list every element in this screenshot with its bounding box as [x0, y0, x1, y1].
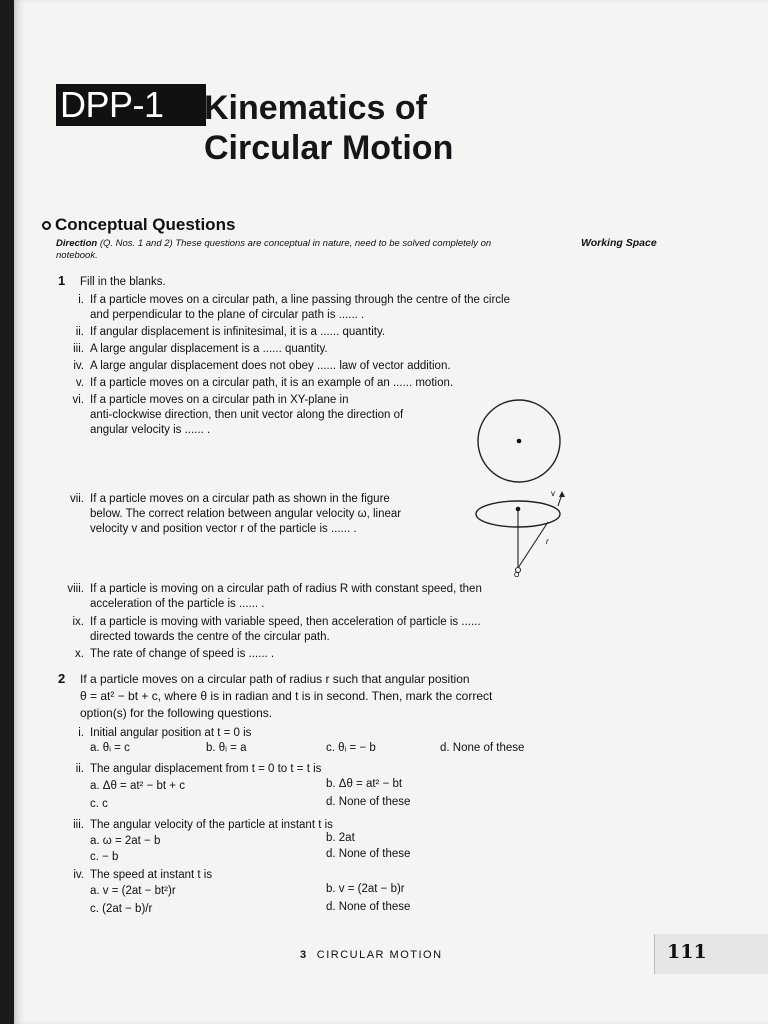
item-text: If angular displacement is infinitesimal, it is a ...... quantity.	[90, 326, 386, 338]
q2-part-ii	[54, 762, 321, 777]
item-number: vii.	[69, 493, 84, 505]
label-r: r	[546, 537, 549, 546]
section-heading-text: Conceptual Questions	[55, 215, 236, 234]
q2-part-iv	[54, 868, 212, 883]
page-number: 111	[667, 941, 707, 963]
direction-note	[56, 238, 576, 262]
q2-iv-option-c[interactable]: c. (2at − b)/r	[90, 903, 153, 915]
item-number: viii.	[67, 583, 84, 595]
q1-item-iii	[54, 342, 328, 357]
q1-item-vii	[54, 492, 401, 537]
q2-i-option-d[interactable]: d. None of these	[440, 742, 525, 754]
direction-text-2: notebook.	[56, 250, 98, 261]
item-text: A large angular displacement is a ...... quantity.	[90, 343, 328, 355]
circle-figure	[472, 398, 572, 486]
item-text: The rate of change of speed is ...... .	[90, 648, 275, 660]
item-text: velocity v and position vector r of the particle is ...... .	[90, 523, 357, 535]
direction-text: (Q. Nos. 1 and 2) These questions are conceptual in nature, need to be solved completely on	[99, 238, 492, 249]
item-text: acceleration of the particle is ...... .	[90, 598, 265, 610]
q2-iii-option-b[interactable]: b. 2at	[326, 832, 355, 844]
centre-point	[517, 439, 522, 444]
part-question: The angular velocity of the particle at instant t is	[90, 819, 333, 831]
q1-item-x	[54, 647, 274, 662]
item-text: and perpendicular to the plane of circular path is ...... .	[90, 309, 365, 321]
chapter-title: CIRCULAR MOTION	[316, 949, 443, 961]
q2-part-iii	[54, 818, 333, 833]
item-text: angular velocity is ...... .	[90, 424, 211, 436]
item-text: directed towards the centre of the circular path.	[90, 631, 330, 643]
chapter-number: 3	[300, 949, 308, 961]
part-question: The angular displacement from t = 0 to t = t is	[90, 763, 322, 775]
running-footer	[300, 949, 443, 961]
item-text: If a particle moves on a circular path, a line passing through the centre of the circle	[90, 294, 510, 306]
part-number: iv.	[73, 869, 84, 881]
item-number: x.	[75, 648, 84, 660]
part-number: i.	[78, 727, 84, 739]
working-space-label: Working Space	[581, 237, 657, 249]
q2-part-i	[54, 726, 251, 741]
cone-figure	[466, 486, 566, 578]
q1-item-iv	[54, 359, 451, 374]
q1-item-vi	[54, 393, 403, 438]
item-text: If a particle moves on a circular path, it is an example of an ...... motion.	[90, 377, 454, 389]
q2-text: If a particle moves on a circular path of radius r such that angular position	[80, 672, 470, 686]
q2-iv-option-d[interactable]: d. None of these	[326, 901, 411, 913]
page-title-line2: Circular Motion	[204, 129, 454, 167]
item-text: anti-clockwise direction, then unit vector along the direction of	[90, 409, 404, 421]
q1-item-v	[54, 376, 453, 391]
item-number: ix.	[72, 616, 84, 628]
q1-item-viii	[54, 582, 482, 612]
q2-text: option(s) for the following questions.	[80, 706, 273, 720]
item-number: iv.	[73, 360, 84, 372]
q2-i-option-c[interactable]: c. θᵢ = − b	[326, 742, 376, 754]
item-text: If a particle moves on a circular path as shown in the figure	[90, 493, 390, 505]
q1-item-ix	[54, 615, 481, 645]
book-spine	[0, 0, 14, 1024]
q2-i-option-b[interactable]: b. θᵢ = a	[206, 742, 247, 754]
item-number: iii.	[73, 343, 84, 355]
q2-iv-option-a[interactable]: a. v = (2at − bt²)r	[90, 885, 176, 897]
q2-ii-option-b[interactable]: b. Δθ = at² − bt	[326, 778, 403, 790]
part-question: The speed at instant t is	[90, 869, 213, 881]
q2-ii-option-c[interactable]: c. c	[90, 798, 108, 810]
section-heading	[42, 215, 235, 235]
q1-item-i	[54, 293, 574, 323]
label-v: v	[551, 489, 555, 498]
q2-iv-option-b[interactable]: b. v = (2at − b)r	[326, 883, 405, 895]
part-number: iii.	[73, 819, 84, 831]
item-text: If a particle is moving with variable speed, then acceleration of particle is ......	[90, 616, 481, 628]
question-1-number: 1	[58, 273, 66, 288]
position-vector	[518, 522, 548, 568]
q2-text: θ = at² − bt + c, where θ is in radian and t is in second. Then, mark the correct	[80, 689, 493, 703]
item-number: i.	[78, 294, 84, 306]
item-text: below. The correct relation between angular velocity ω, linear	[90, 508, 402, 520]
label-o: O	[514, 572, 520, 578]
question-2-prompt	[80, 671, 492, 722]
q2-iii-option-d[interactable]: d. None of these	[326, 848, 411, 860]
arrow-head-icon	[559, 491, 565, 497]
q2-iii-option-a[interactable]: a. ω = 2at − b	[90, 835, 161, 847]
bullet-icon	[42, 221, 51, 230]
item-text: A large angular displacement does not obey ...... law of vector addition.	[90, 360, 451, 372]
item-number: v.	[75, 377, 84, 389]
part-question: Initial angular position at t = 0 is	[90, 727, 252, 739]
question-1-prompt: Fill in the blanks.	[80, 276, 166, 288]
q1-item-ii	[54, 325, 385, 340]
q2-ii-option-a[interactable]: a. Δθ = at² − bt + c	[90, 780, 185, 792]
question-2-number: 2	[58, 671, 66, 686]
item-number: vi.	[72, 394, 84, 406]
dpp-badge: DPP-1	[56, 84, 206, 126]
item-text: If a particle is moving on a circular path of radius R with constant speed, then	[90, 583, 482, 595]
item-text: If a particle moves on a circular path in XY-plane in	[90, 394, 349, 406]
direction-label: Direction	[56, 238, 98, 249]
page-title-line1: Kinematics of	[204, 89, 427, 127]
part-number: ii.	[75, 763, 84, 775]
item-number: ii.	[75, 326, 84, 338]
q2-iii-option-c[interactable]: c. − b	[90, 851, 119, 863]
page-number-tab	[654, 934, 768, 974]
q2-ii-option-d[interactable]: d. None of these	[326, 796, 411, 808]
q2-i-option-a[interactable]: a. θᵢ = c	[90, 742, 130, 754]
document-page	[14, 0, 768, 1024]
